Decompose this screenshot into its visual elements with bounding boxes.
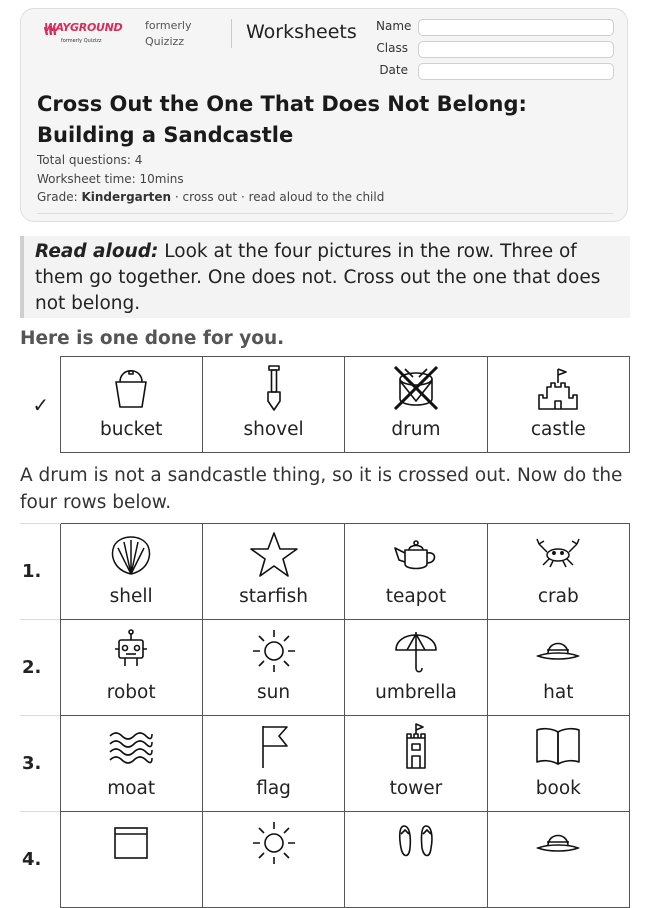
item-word: robot (106, 682, 156, 703)
answer-cell[interactable] (487, 620, 629, 716)
read-aloud-label: Read aloud: (35, 241, 159, 262)
row-number: 1. (20, 524, 60, 620)
item-word: crab (537, 586, 579, 607)
shovel-icon (203, 357, 344, 419)
read-aloud-text: Look at the four pictures in the row. Three of them go together. One does not. Cross out the one that does not belong. (35, 241, 601, 314)
example-row (20, 357, 630, 453)
answer-cell[interactable] (202, 524, 344, 620)
tower-icon (345, 716, 486, 778)
robot-icon (61, 620, 202, 682)
doc-type-label: Worksheets (246, 21, 357, 43)
example-cell (202, 357, 344, 453)
formerly-text: formerly Quizizz (145, 19, 192, 48)
answer-cell[interactable] (60, 716, 202, 812)
item-word: umbrella (375, 682, 457, 703)
date-label: Date (379, 63, 408, 77)
grade-line (37, 190, 384, 204)
answer-cell[interactable] (60, 620, 202, 716)
answer-cell[interactable] (345, 620, 487, 716)
answer-cell[interactable] (345, 716, 487, 812)
worksheet-title: Cross Out the One That Does Not Belong: Building a Sandcastle (37, 92, 527, 147)
starfish-icon (203, 524, 344, 586)
box-icon (61, 812, 202, 874)
row-number: 3. (20, 716, 60, 812)
umbrella-icon (345, 620, 486, 682)
example-word: drum (391, 419, 441, 440)
worksheet-time: Worksheet time: 10mins (37, 172, 184, 186)
hat-icon (488, 620, 629, 682)
class-field[interactable] (418, 41, 614, 58)
example-heading: Here is one done for you. (20, 328, 285, 349)
answer-cell[interactable] (487, 812, 629, 908)
item-word: sun (257, 682, 291, 703)
grade-value: Kindergarten (81, 190, 172, 204)
exercise-table (20, 523, 630, 908)
sandals-icon (345, 812, 486, 874)
worksheet-header (20, 8, 628, 222)
item-word: shell (109, 586, 153, 607)
name-label: Name (376, 19, 412, 33)
item-word: flag (256, 778, 291, 799)
example-table (20, 356, 630, 453)
row-number: 4. (20, 812, 60, 908)
bucket-icon (61, 357, 202, 419)
answer-cell[interactable] (202, 620, 344, 716)
row-number: 2. (20, 620, 60, 716)
check-mark-icon: ✓ (32, 392, 50, 417)
class-label: Class (376, 41, 408, 55)
crab-icon (488, 524, 629, 586)
answer-cell[interactable] (345, 812, 487, 908)
header-rule (37, 213, 613, 214)
sun-icon (203, 812, 344, 874)
castle-icon (488, 357, 629, 419)
example-cell (60, 357, 202, 453)
exercise-row-1 (20, 524, 630, 620)
sun-icon (203, 620, 344, 682)
drum-icon (345, 357, 486, 419)
item-word: tower (389, 778, 443, 799)
hat-icon (488, 812, 629, 874)
answer-cell[interactable] (202, 812, 344, 908)
exercise-row-3 (20, 716, 630, 812)
example-check-cell (20, 357, 60, 453)
book-icon (488, 716, 629, 778)
exercise-row-4 (20, 812, 630, 908)
item-word: hat (543, 682, 574, 703)
item-word: starfish (239, 586, 308, 607)
example-word: castle (530, 419, 586, 440)
grade-prefix: Grade: (37, 190, 78, 204)
example-explanation: A drum is not a sandcastle thing, so it is crossed out. Now do the four rows below. (20, 465, 623, 513)
exercise-row-2 (20, 620, 630, 716)
shell-icon (61, 524, 202, 586)
grade-suffix: · cross out · read aloud to the child (174, 190, 385, 204)
header-divider (231, 19, 232, 48)
waves-icon (61, 716, 202, 778)
item-word: moat (107, 778, 156, 799)
item-word: book (535, 778, 581, 799)
example-word: bucket (100, 419, 163, 440)
answer-cell[interactable] (60, 524, 202, 620)
item-word: teapot (385, 586, 447, 607)
total-questions: Total questions: 4 (37, 153, 143, 167)
answer-cell[interactable] (487, 524, 629, 620)
answer-cell[interactable] (60, 812, 202, 908)
read-aloud-box (20, 236, 630, 318)
answer-cell[interactable] (487, 716, 629, 812)
example-cell (487, 357, 629, 453)
answer-cell[interactable] (202, 716, 344, 812)
example-word: shovel (243, 419, 304, 440)
teapot-icon (345, 524, 486, 586)
logo-subtext: formerly Quizizz (61, 38, 102, 44)
answer-cell[interactable] (345, 524, 487, 620)
example-cell-crossed (345, 357, 487, 453)
name-field[interactable] (418, 19, 614, 36)
logo-wordmark: WAYGROUND (44, 21, 123, 34)
flag-icon (203, 716, 344, 778)
date-field[interactable] (418, 63, 614, 80)
